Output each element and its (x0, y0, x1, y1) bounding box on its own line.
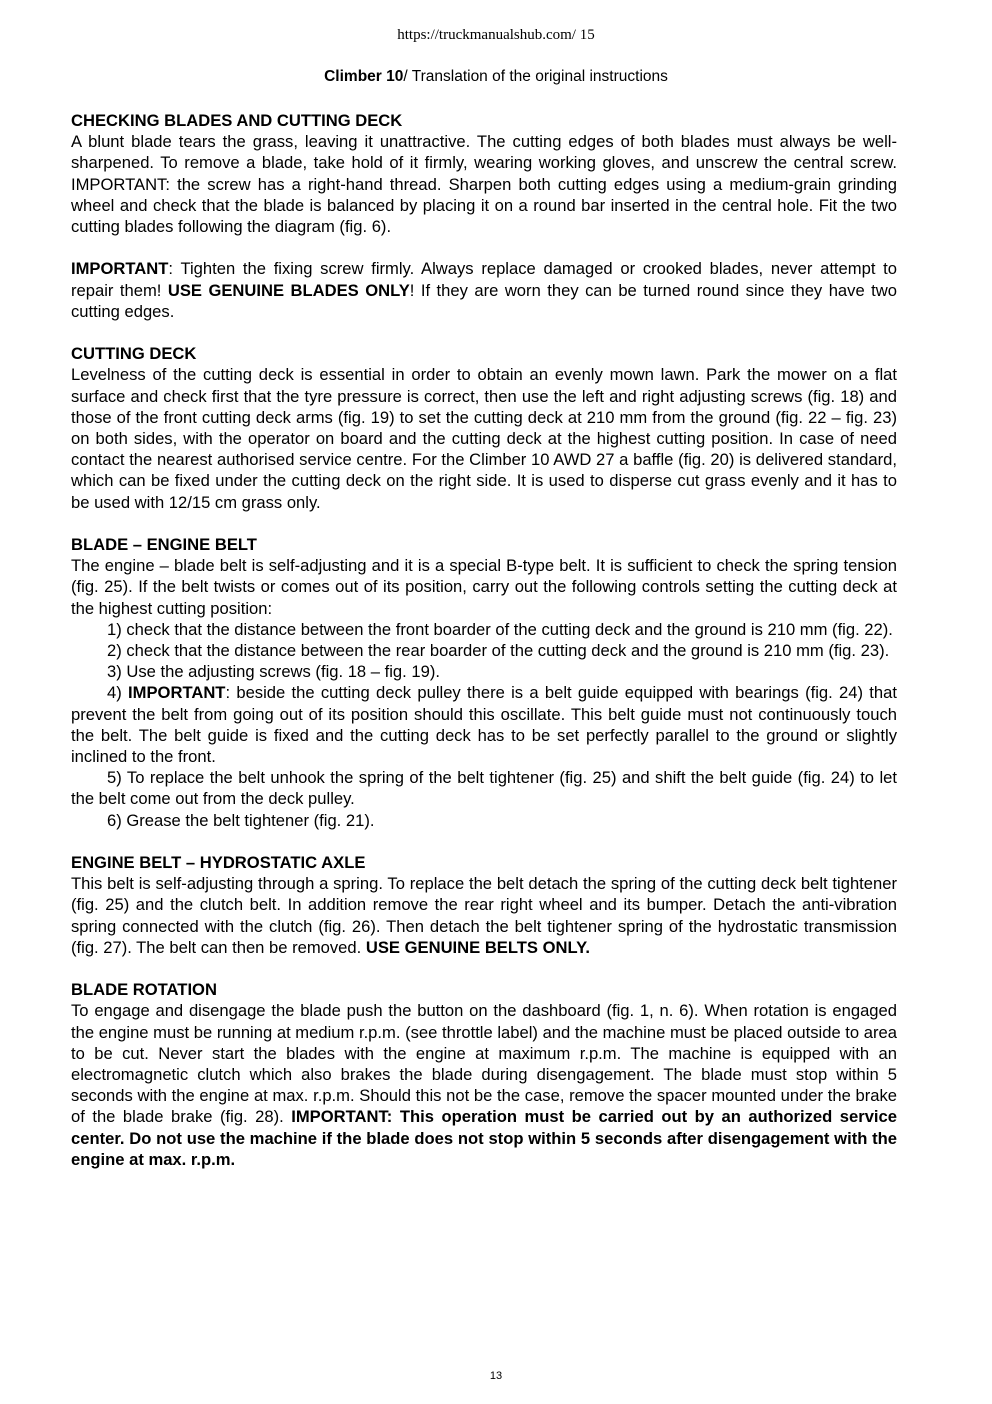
rotation-warning: IMPORTANT: This operation must be carried out by an authorized service center. Do not use the machine if the blade does not stop within 5 seconds after disengagement with the engine at max. r.p.m. (71, 1107, 897, 1169)
blade-belt-step-6: 6) Grease the belt tightener (fig. 21). (107, 810, 375, 830)
document-subtitle (0, 68, 992, 86)
rotation-paragraph (71, 1000, 897, 1170)
blade-belt-step-1: 1) check that the distance between the front boarder of the cutting deck and the ground is 210 mm (fig. 22). (107, 619, 893, 639)
manual-content (71, 110, 897, 1170)
page-number: 13 (489, 1370, 503, 1382)
section-title-rotation: BLADE ROTATION (71, 980, 217, 1000)
model-name: Climber 10 (324, 68, 404, 85)
hydrostatic-text: This belt is self-adjusting through a spring. To replace the belt detach the spring of the cutting deck belt tightener (fig. 25) and the clutch belt. In addition remove the rear right wheel and its bumper. Detach the anti-vibration spring connected with the clutch (fig. 26). Then detach the belt tightener spring of the hydrostatic transmission (fig. 27). The belt can then be removed. (71, 874, 897, 957)
blade-belt-intro: The engine – blade belt is self-adjusting and it is a special B-type belt. It is sufficient to check the spring tension (fig. 25). If the belt twists or comes out of its position, carry out the following controls setting the cutting deck at the highest cutting position: (71, 556, 897, 618)
important-label: IMPORTANT (71, 259, 169, 279)
subtitle-text: / Translation of the original instructions (403, 68, 668, 85)
source-url: https://truckmanualshub.com/ 15 (397, 27, 595, 43)
genuine-blades-note: USE GENUINE BLADES ONLY (167, 280, 410, 300)
deck-paragraph: Levelness of the cutting deck is essential in order to obtain an evenly mown lawn. Park the mower on a flat surface and check first that the tyre pressure is correct, then use the left and right adjusting screws (fig. 18) and those of the front cutting deck arms (fig. 19) to set the cutting deck at 210 mm from the ground (fig. 22 – fig. 23) on both sides, with the operator on board and the cutting deck at the highest cutting position. In case of need contact the nearest authorised service centre. For the Climber 10 AWD 27 a baffle (fig. 20) is delivered standard, which can be fixed under the cutting deck on the right side. It is used to disperse cut grass evenly and it has to be used with 12/15 cm grass only. (71, 365, 897, 512)
step-4-important: IMPORTANT (128, 683, 226, 703)
blade-belt-step-2: 2) check that the distance between the rear boarder of the cutting deck and the ground is 210 mm (fig. 23). (107, 641, 890, 661)
step-4-number: 4) (107, 683, 129, 703)
rotation-text: To engage and disengage the blade push the button on the dashboard (fig. 1, n. 6). When rotation is engaged the engine must be running at medium r.p.m. (see throttle label) and the machine must be placed outside to area to be cut. Never start the blades with the engine at maximum r.p.m. The machine is equipped with an electromagnetic clutch which also brakes the blade during disengagement. The blade must stop within 5 seconds with the engine at max. r.p.m. Should this not be the case, remove the spacer mounted under the brake of the blade brake (fig. 28). (71, 1001, 897, 1127)
checking-important-paragraph (71, 258, 897, 322)
checking-paragraph: A blunt blade tears the grass, leaving it unattractive. The cutting edges of both blades must always be well-sharpened. To remove a blade, take hold of it firmly, wearing working gloves, and unscrew the central screw. IMPORTANT: the screw has a right-hand thread. Sharpen both cutting edges using a medium-grain grinding wheel and check that the blade is balanced by placing it on a round bar inserted in the central hole. Fit the two cutting blades following the diagram (fig. 6). (71, 132, 897, 237)
blade-belt-step-4 (71, 682, 897, 767)
step-4-text: : beside the cutting deck pulley there is a belt guide equipped with bearings (fig. 24) that prevent the belt from going out of its position should this oscillate. This belt guide must not continuously touch the belt. The belt guide is fixed and the cutting deck has to be set perfectly parallel to the ground or slightly inclined to the front. (71, 683, 897, 767)
blade-belt-step-5: 5) To replace the belt unhook the spring of the belt tightener (fig. 25) and shift the belt guide (fig. 24) to let the belt come out from the deck pulley. (71, 768, 897, 809)
hydrostatic-paragraph (71, 873, 897, 958)
important-text: : Tighten the fixing screw firmly. Always replace damaged or crooked blades, never attempt to repair them! (71, 259, 897, 300)
section-title-blade-belt: BLADE – ENGINE BELT (71, 535, 257, 555)
genuine-belts-note: USE GENUINE BELTS ONLY. (365, 937, 590, 957)
section-title-checking: CHECKING BLADES AND CUTTING DECK (71, 111, 403, 130)
blade-belt-step-3: 3) Use the adjusting screws (fig. 18 – fig. 19). (107, 662, 440, 682)
section-title-deck: CUTTING DECK (71, 344, 197, 364)
important-text-end: ! If they are worn they can be turned round since they have two cutting edges. (71, 280, 897, 321)
section-title-hydrostatic: ENGINE BELT – HYDROSTATIC AXLE (71, 853, 366, 873)
